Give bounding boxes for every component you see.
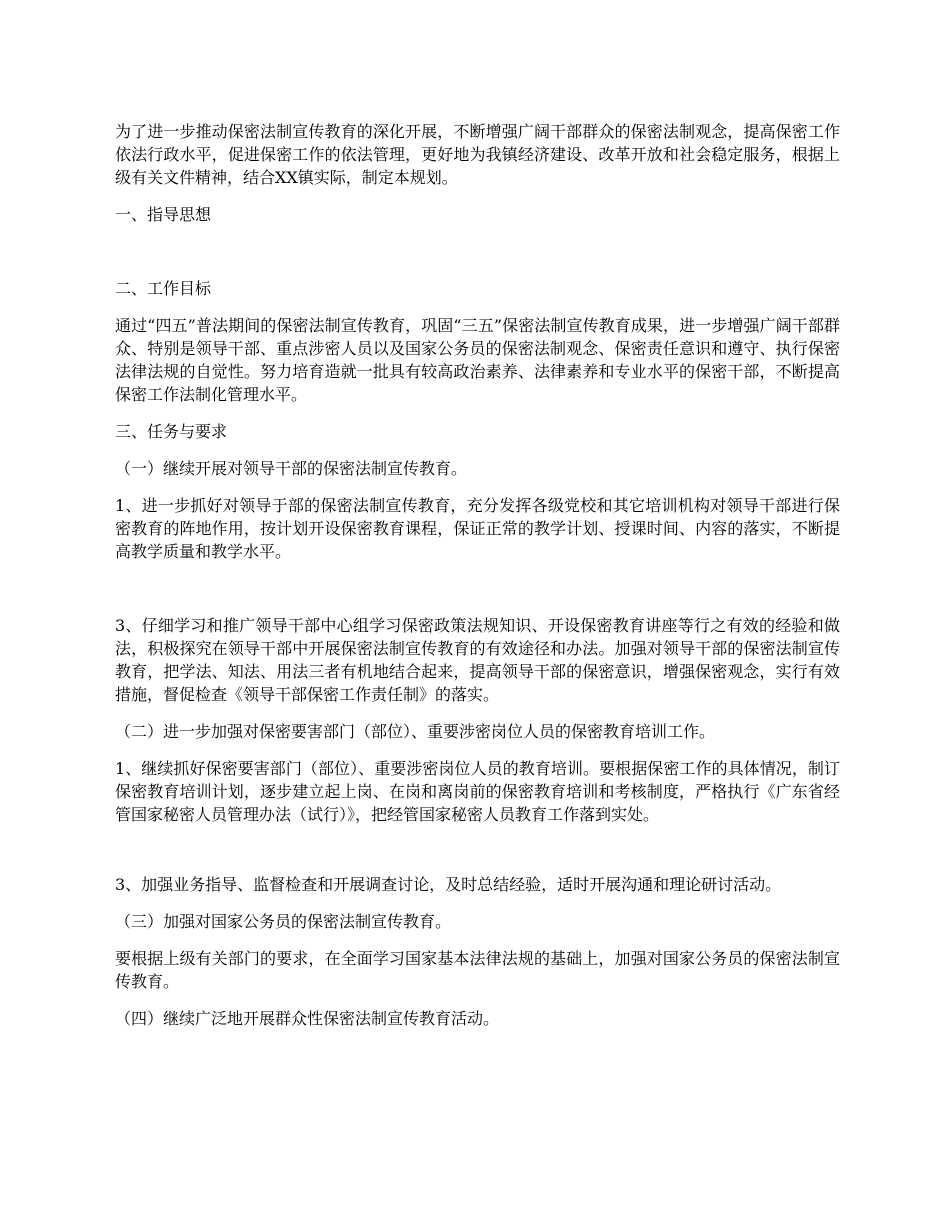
work-goals-paragraph: 通过“四五”普法期间的保密法制宣传教育，巩固“三五”保密法制宣传教育成果，进一步增强广阔干部群众、特别是领导干部、重点涉密人员以及国家公务员的保密法制观念、保密责任意识和遵守、执行保密法律法规的自觉性。努力培育造就一批具有较高政治素养、法律素养和专业水平的保密干部，不断提高保密工作法制化管理水平。 <box>115 316 840 404</box>
section-heading-guiding-ideology: 一、指导思想 <box>115 205 212 224</box>
blank-space <box>115 577 840 614</box>
subsection-heading-4: （四）继续广泛地开展群众性保密法制宣传教育活动。 <box>115 1009 500 1028</box>
blank-space <box>115 240 840 277</box>
subsection-heading-1: （一）继续开展对领导干部的保密法制宣传教育。 <box>115 459 468 478</box>
blank-space <box>115 840 840 873</box>
subsection-3-paragraph: 要根据上级有关部门的要求，在全面学习国家基本法律法规的基础上，加强对国家公务员的保密法制宣传教育。 <box>115 949 840 991</box>
intro-paragraph: 为了进一步推动保密法制宣传教育的深化开展，不断增强广阔干部群众的保密法制观念，提高保密工作依法行政水平，促进保密工作的依法管理，更好地为我镇经济建设、改革开放和社会稳定服务，根据上级有关文件精神，结合XX镇实际，制定本规划。 <box>115 122 840 187</box>
subsection-2-item-3: 3、加强业务指导、监督检查和开展调查讨论，及时总结经验，适时开展沟通和理论研讨活动。 <box>115 875 782 894</box>
subsection-heading-2: （二）进一步加强对保密要害部门（部位）、重要涉密岗位人员的保密教育培训工作。 <box>115 722 716 741</box>
document-body <box>115 120 840 1044</box>
section-heading-tasks: 三、任务与要求 <box>115 422 228 441</box>
subsection-heading-3: （三）加强对国家公务员的保密法制宣传教育。 <box>115 912 452 931</box>
subsection-1-item-3: 3、仔细学习和推广领导干部中心组学习保密政策法规知识、开设保密教育讲座等行之有效的经验和做法，积极探究在领导干部中开展保密法制宣传教育的有效途径和办法。加强对领导干部的保密法制宣传教育，把学法、知法、用法三者有机地结合起来，提高领导干部的保密意识，增强保密观念，实行有效措施，督促检查《领导干部保密工作责任制》的落实。 <box>115 616 840 704</box>
subsection-1-item-1: 1、进一步抓好对领导于部的保密法制宣传教育，充分发挥各级党校和其它培训机构对领导干部进行保密教育的阵地作用，按计划开设保密教育课程，保证正常的教学计划、授课时间、内容的落实，不断提高教学质量和教学水平。 <box>115 496 840 561</box>
section-heading-work-goals: 二、工作目标 <box>115 279 212 298</box>
subsection-2-item-1: 1、继续抓好保密要害部门（部位）、重要涉密岗位人员的教育培训。要根据保密工作的具体情况，制订保密教育培训计划，逐步建立起上岗、在岗和离岗前的保密教育培训和考核制度，严格执行《广东省经管国家秘密人员管理办法（试行）》，把经管国家秘密人员教育工作落到实处。 <box>115 759 840 824</box>
